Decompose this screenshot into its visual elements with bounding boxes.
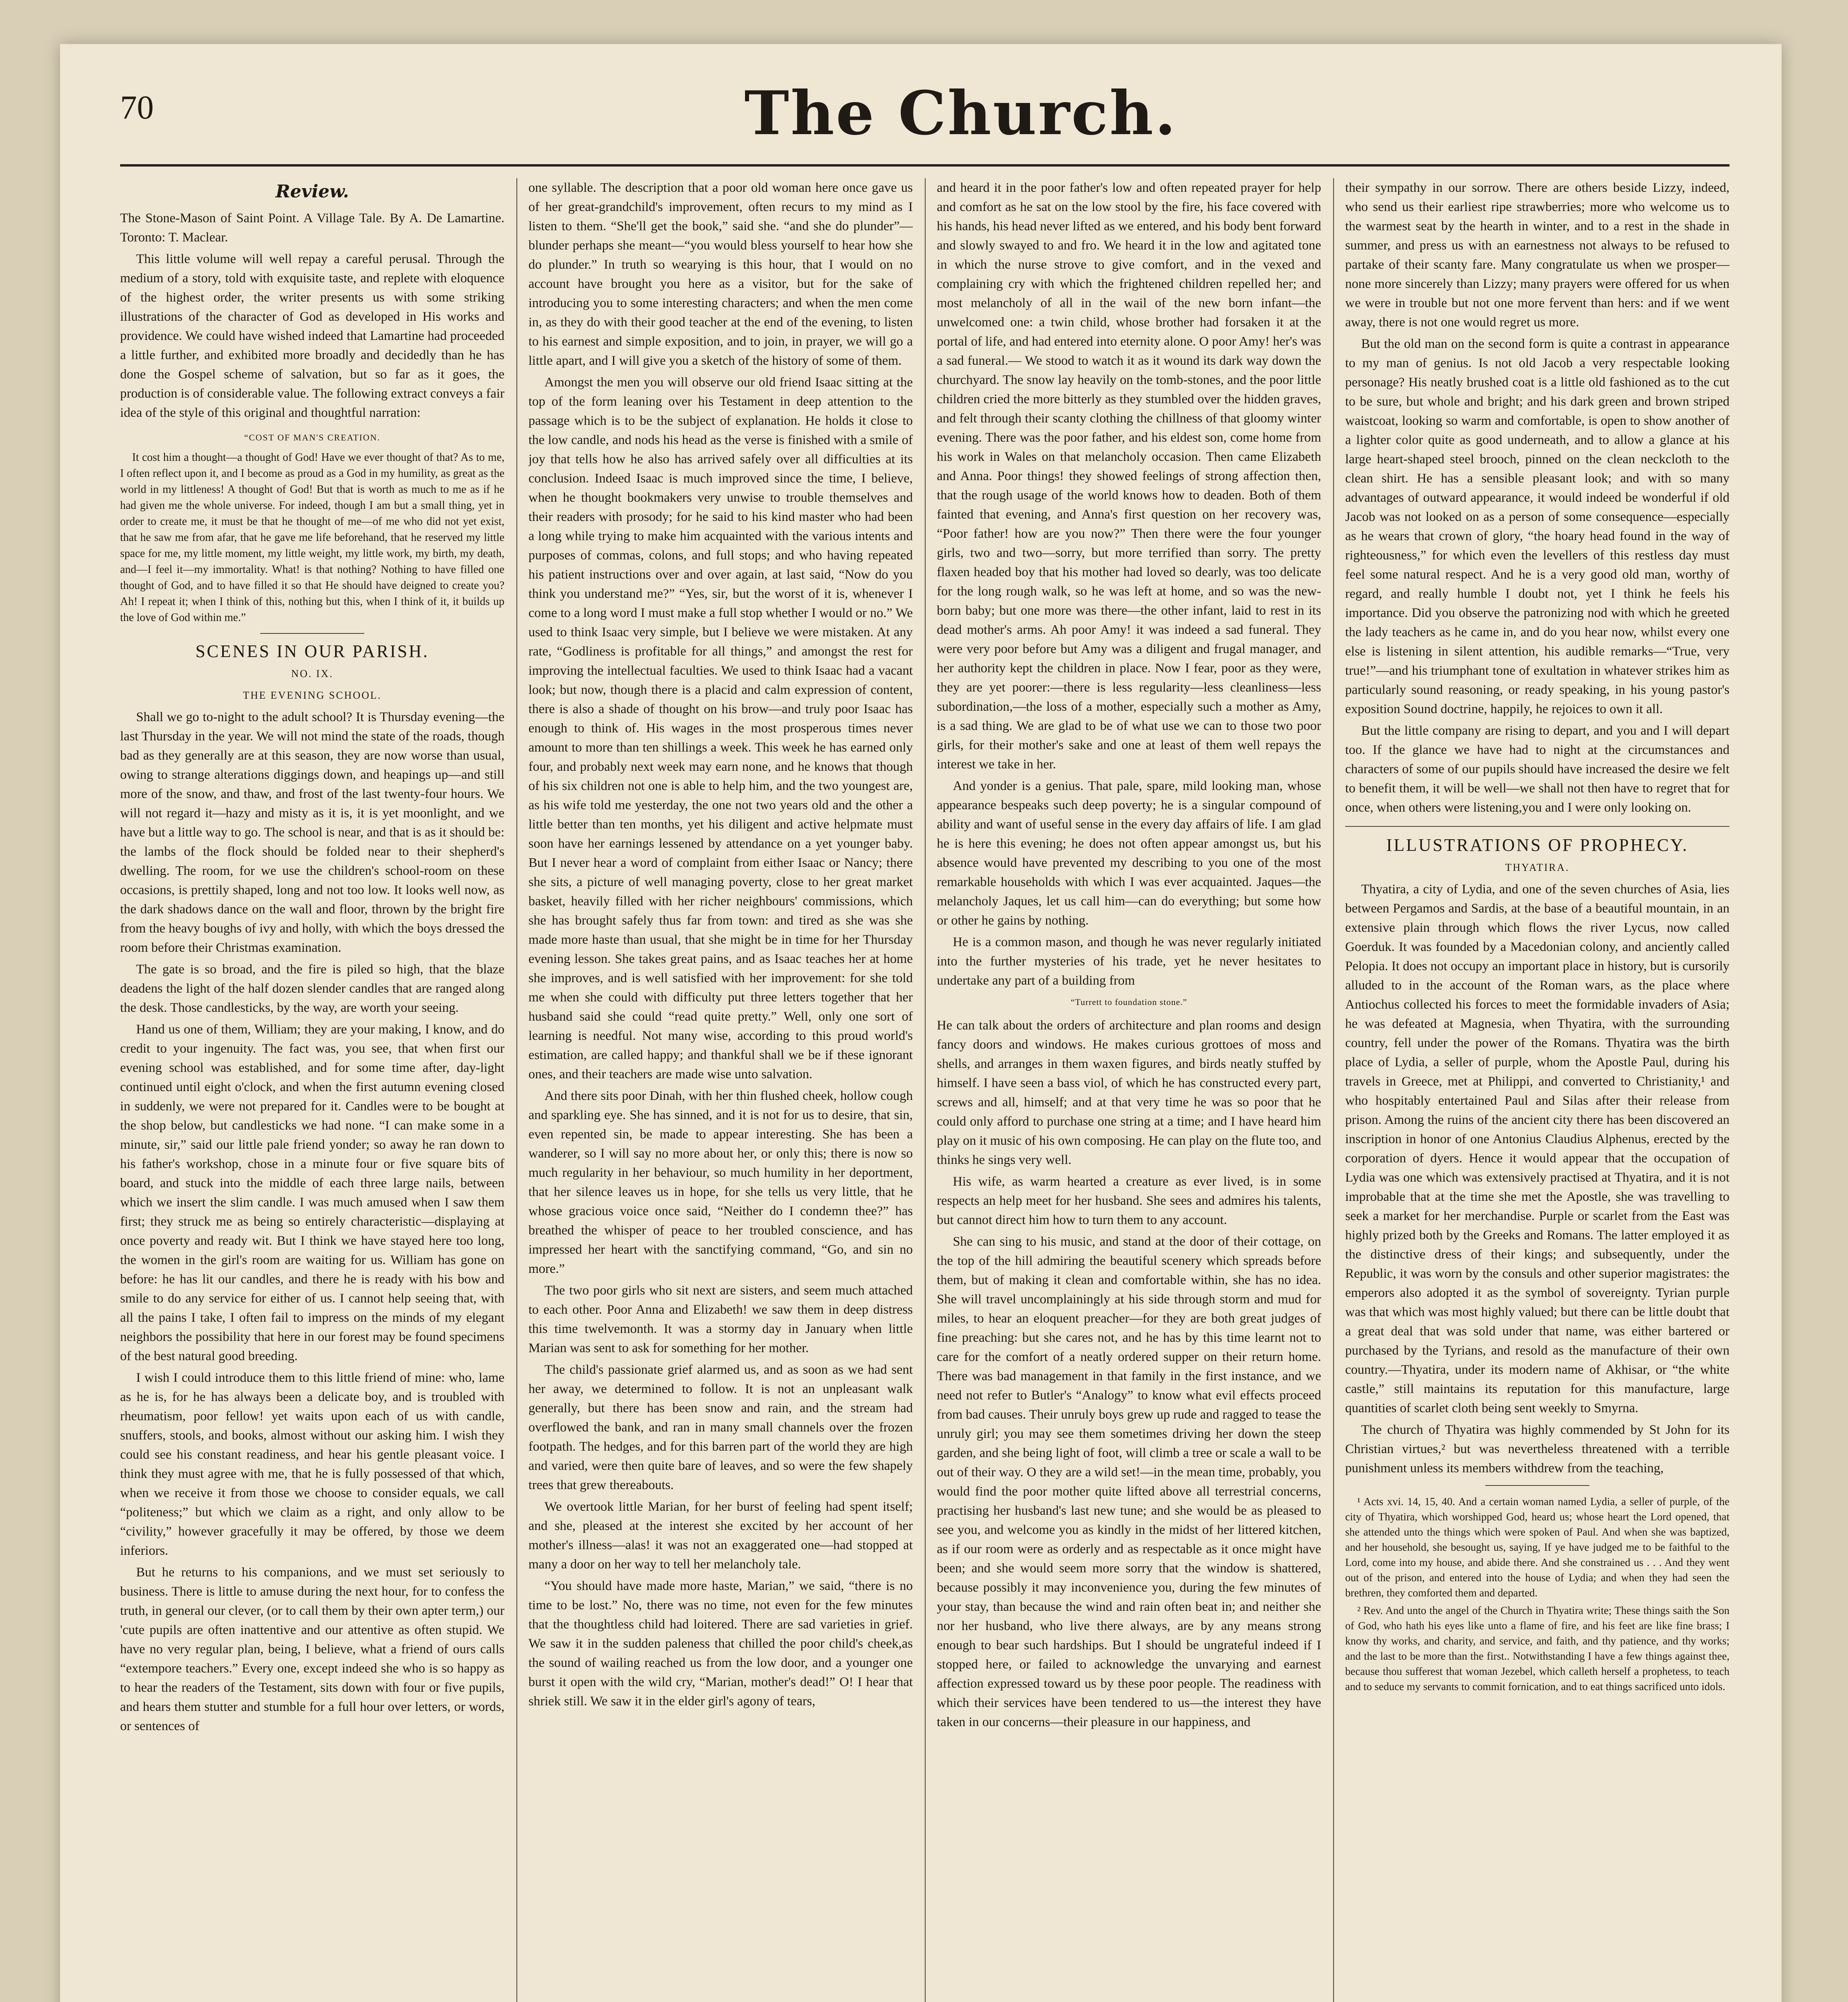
scenes-paragraph: He is a common mason, and though he was never regularly initiated into the further mysteries of his trade, yet he never hesitates to undertake any part of a building from	[937, 935, 1321, 988]
scenes-paragraph: But he returns to his companions, and we must set seriously to business. There is little to amuse during the next hour, for to confess the truth, in general our clever, (or to call them by their own apter term,) our 'cute pupils are often inattentive and our attentive as often stupid. We have no very regular plan, being, I believe, what a friend of ours calls “extempore teachers.” Every one, except indeed she who is so happy as to hear the readers of the Testament, sits down with four or five pupils, and hears them stutter and stumble for a full hour over letters, or words, or sentences of	[120, 1565, 504, 1733]
page-number: 70	[120, 89, 154, 126]
scenes-paragraph: But the little company are rising to depart, and you and I will depart too. If the glance we have had to night at the circumstances and characters of some of our pupils should have increased the desire we felt to benefit them, it will be well—we shall not then have to regret that for once, when others were listening,you and I were only looking on.	[1345, 724, 1729, 815]
scenes-heading: SCENES IN OUR PARISH.	[195, 641, 429, 661]
scenes-paragraph: And yonder is a genius. That pale, spare, mild looking man, whose appearance bespeaks such deep poverty; he is a singular compound of ability and want of useful sense in the every day affairs of life. I am glad he is here this evening; he does not often appear amongst us, but his absence would have prevented my describing to you one of the most remarkable households with which I was ever acquainted. Jaques—the melancholy Jaques, let us call him—can do everything; but some how or other he gains by nothing.	[937, 779, 1321, 928]
turrett-quote: “Turrett to foundation stone.”	[1071, 997, 1187, 1007]
scenes-paragraph: The gate is so broad, and the fire is piled so high, that the blaze deadens the light of the half dozen slender candles that are ranged along the desk. Those candlesticks, by the way, are worth your seeing.	[120, 962, 504, 1015]
review-book-title: The Stone-Mason of Saint Point. A Village Tale. By A. De Lamartine. Toronto: T. Maclear.	[120, 211, 504, 245]
scenes-paragraph: I wish I could introduce them to this little friend of mine: who, lame as he is, for he has always been a delicate boy, and is troubled with rheumatism, poor fellow! yet waits upon each of us with candle, snuffers, stools, and books, almost without our asking him. I wish they could see his constant readiness, and hear his gentle pleasant voice. I think they must agree with me, that he is fully possessed of that which, when we receive it from those we choose to consider equals, we call “politeness;” but which we claim as a right, and only allow to be “civility,” however gracefully it may be offered, by those we deem inferiors.	[120, 1371, 504, 1558]
section-rule	[260, 633, 364, 634]
prophecy-subtitle: THYATIRA.	[1505, 862, 1570, 873]
footnotes	[1345, 1494, 1729, 1694]
scenes-paragraph: His wife, as warm hearted a creature as ever lived, is in some respects an help meet for her husband. She sees and admires his talents, but cannot direct him how to turn them to any account.	[937, 1174, 1321, 1227]
scenes-paragraph: We overtook little Marian, for her burst of feeling had spent itself; and she, pleased at the interest she excited by her account of her mother's illness—alas! it was not an exaggerated one—had stopped at many a door on her way to tell her melancholy tale.	[528, 1499, 913, 1572]
masthead-title: The Church.	[744, 78, 1177, 149]
prophecy-heading: ILLUSTRATIONS OF PROPHECY.	[1386, 835, 1689, 855]
scenes-paragraph: She can sing to his music, and stand at the door of their cottage, on the top of the hill admiring the beautiful scenery which spreads before them, but of making it clean and comfortable within, she has no idea. She will travel uncomplainingly at his side through storm and mud for miles, to hear an eloquent preacher—for they are both great judges of fine preaching: but she cares not, and he has by this time learnt not to care for the comfort of a neatly ordered supper on their return home. There was bad management in that family in the first instance, and we need not refer to Butler's “Analogy” to know what evil effects proceed from bad causes. Their unruly boys grew up rude and ragged to tease the unruly girl; you may see them sometimes driving her down the steep garden, and she being light of foot, will climb a tree or scale a wall to be out of their way. O they are a wild set!—in the mean time, probably, you would find the poor mother quite lifted above all terrestrial concerns, practising her husband's last new tune; and she would be as pleased to see you, and welcome you as kindly in the midst of her littered kitchen, as if our room were as orderly and as respectable as it once might have been; and she would seem more sorry that the window is shattered, because possibly it may inconvenience you, during the few minutes of your stay, than because the wind and rain often beat in; and neither she nor her husband, who live there always, are by any means strong enough to bear such hardships. But I should be ungrateful indeed if I stopped here, or failed to acknowledge the unvarying and earnest affection expressed toward us by these poor people. The readiness with which their services have been tendered to us—the interest they have taken in our concerns—their pleasure in our happiness, and	[937, 1234, 1321, 1729]
prophecy-paragraph: The church of Thyatira was highly commended by St John for its Christian virtues,² but was nevertheless threatened with a terrible punishment unless its members withdrew from the teaching,	[1345, 1423, 1729, 1475]
column-3	[937, 178, 1321, 2002]
scenes-paragraph: one syllable. The description that a poor old woman here once gave us of her great-grandchild's improvement, often recurs to my mind as I listen to them. “She'll get the book,” said she. “and she do plunder”—blunder perhaps she meant—“you would bless yourself to hear how she do plunder.” In truth so wearying is this hour, that I would on no account have brought you here as a visitor, but for the sake of introducing you to some interesting characters; and when the men come in, as they do with their good teacher at the end of the evening, to listen to his earnest and simple exposition, and to join, in prayer, we will go a little apart, and I will give you a sketch of the history of some of them.	[528, 181, 913, 368]
scenes-paragraph: He can talk about the orders of architecture and plan rooms and design fancy doors and windows. He makes curious grottoes of moss and shells, and arranges in them waxen figures, and birds neatly stuffed by himself. I have seen a bass viol, of which he has constructed every part, screws and all, himself; and at that very time he was so poor that he could only afford to purchase one string at a time; and I have heard him play on it music of his own composing. He can play on the flute too, and thinks he sings very well.	[937, 1018, 1321, 1167]
review-paragraph: This little volume will well repay a careful perusal. Through the medium of a story, told with exquisite taste, and replete with eloquence of the highest order, the writer presents us with some striking illustrations of the character of God as developed in His works and providence. We could have wished indeed that Lamartine had proceeded a little further, and exhibited more broadly and decidedly than he has done the Gospel scheme of salvation, but so far as it goes, the production is of considerable value. The following extract conveys a fair idea of the style of this original and thoughtful narration:	[120, 252, 504, 420]
scenes-paragraph: Amongst the men you will observe our old friend Isaac sitting at the top of the form leaning over his Testament in deep attention to the passage which is to be the subject of explanation. He holds it close to the low candle, and nods his head as the verse is finished with a smile of joy that tells how he also has arrived safely over all difficulties at its conclusion. Indeed Isaac is much improved since the time, I believe, when he thought bookmakers very unwise to trouble themselves and their readers with prosody; for he said to his kind master who had been a long while trying to make him acquainted with the various intents and purposes of commas, colons, and full stops; and who having repeated his patient instructions over and over again, at last said, “Now do you think you understand me?” “Yes, sir, but the worst of it is, whenever I come to a long word I must make a full stop whether I would or no.” We used to think Isaac very simple, but I believe we were mistaken. At any rate, “Godliness is profitable for all things,” and amongst the rest for improving the intellectual faculties. We used to think Isaac had a vacant look; but now, though there is a placid and calm expression of content, there is also a shade of thought on his brow—and truly poor Isaac has enough to think of. His wages in the most prosperous times never amount to more than ten shillings a week. This week he has earned only four, and probably next week may earn none, and he knows that though of his six children not one is able to help him, and the two youngest are, as his wife told me yesterday, the one not two years old and the other a little better than ten months, yet his diligent and active helpmate must soon have her earnings lessened by attendance on a yet younger baby. But I never hear a word of complaint from either Isaac or Nancy; there she sits, a picture of well managing poverty, close to her great market basket, heavily filled with her richer neighbours' commissions, which she has brought safely thus far from town: and tired as she was she made more haste than usual, that she might be in time for her Thursday evening lesson. She takes great pains, and as Isaac teaches her at home she improves, and is well satisfied with her improvement: for she told me when she could with difficulty put three letters together that her husband said she could “read quite pretty.” Well, only one sort of learning is needful. Not many wise, according to this proud world's estimation, are called happy; and thankful shall we be if these ignorant ones, and their teachers are made wise unto salvation.	[528, 375, 913, 1081]
column-divider	[516, 178, 517, 2002]
scenes-paragraph: And there sits poor Dinah, with her thin flushed cheek, hollow cough and sparkling eye. She has sinned, and it is not for us to desire, that sin, even repented sin, be made to appear interesting. She has been a wanderer, so I will say no more about her, or only this; there is now so much regularity in her behaviour, so much humility in her deportment, that her silence leaves us in hope, for she tells us very little, that he whose gracious voice once said, “Neither do I condemn thee?” has breathed the whisper of peace to her troubled conscience, and has impressed her heart with the sanctifying command, “Go, and sin no more.”	[528, 1089, 913, 1276]
scenes-paragraph: The child's passionate grief alarmed us, and as soon as we had sent her away, we determined to follow. It is not an unpleasant walk generally, but there has been snow and rain, and the stream had overflowed the bank, and ran in many small channels over the frozen footpath. The hedges, and for this barren part of the world they are high and varied, were then quite bare of leaves, and so were the few shapely trees that grew thereabouts.	[528, 1363, 913, 1492]
quote-text: It cost him a thought—a thought of God! Have we ever thought of that? As to me, I often reflect upon it, and I become as proud as a God in my humility, as great as the world in my littleness! A thought of God! But that is worth as much to me as if he had given me the whole universe. For indeed, though I am but a small thing, yet in order to create me, it must be that he thought of me—of me who did not yet exist, that he saw me from afar, that he gave me life beforehand, that he reserved my little space for me, my little moment, my little weight, my little work, my birth, my death, and—I feel it—my immortality. What! is that nothing? Nothing to have filled one thought of God, and to have filled it so that He should have deigned to create you? Ah! I repeat it; when I think of this, nothing but this, when I think of it, it builds up the love of God within me.”	[120, 451, 504, 624]
prophecy-paragraph: Thyatira, a city of Lydia, and one of the seven churches of Asia, lies between Pergamos and Sardis, at the base of a beautiful mountain, in an extensive plain through which flows the river Lycus, now called Goerduk. It was founded by a Macedonian colony, and anciently called Pelopia. It does not occupy an important place in history, but is cursorily alluded to in the account of the Roman wars, as the place where Antiochus collected his forces to meet the formidable invaders of Asia; he was defeated at Magnesia, when Thyatira, with the surrounding country, fell under the power of the Romans. Thyatira was the birth place of Lydia, a seller of purple, whom the Apostle Paul, during his travels in Greece, met at Philippi, and converted to Christianity,¹ and who hospitably entertained Paul and Silas after their release from prison. Among the ruins of the ancient city there has been discovered an inscription in honor of one Antonius Claudius Alphenus, erected by the corporation of dyers. Hence it would appear that the occupation of Lydia was one which was extensively practised at Thyatira, and it is not improbable that at the time she met the Apostle, she was travelling to seek a market for her merchandise. Purple or scarlet from the East was highly prized both by the Greeks and Romans. The latter employed it as the distinctive dress of their kings; and subsequently, under the Republic, it was worn by the consuls and other superior magistrates: the emperors also adopted it as the symbol of sovereignty. Tyrian purple was that which was most highly valued; but there can be little doubt that a great deal that was sold under that name, was either bartered or purchased by the Tyrians, and resold as the manufacture of their own country.—Thyatira, under its modern name of Akhisar, or “the white castle,” still maintains its reputation for this manufacture, large quantities of scarlet cloth being sent weekly to Smyrna.	[1345, 882, 1729, 1415]
newspaper-page	[60, 44, 1782, 2002]
column-1	[120, 178, 504, 2002]
review-heading: Review.	[275, 181, 349, 202]
scenes-paragraph: But the old man on the second form is quite a contrast in appearance to my man of genius. Is not old Jacob a very respectable looking personage? His neatly brushed coat is a little old fashioned as to the cut to be sure, but whole and bright; and his dark green and brown striped waistcoat, looking so warm and comfortable, is open to show another of a lighter color quite as good underneath, and to allow a glance at his large heart-shaped steel brooch, pinned on the clean neckcloth to the clean shirt. He has a sensible pleasant look; and with so many advantages of outward appearance, it would indeed be wonderful if old Jacob was not looked on as a person of some consequence—especially as he wears that crown of glory, “the hoary head found in the way of righteousness,” for which even the levellers of this restless day must feel some natural respect. And he is a very good old man, worthy of regard, and really humble I doubt not, yet I think he feels his importance. Did you observe the patronizing nod with which he greeted the lady teachers as he came in, and do you hear now, whilst every one else is listening in silent attention, his audible remarks—“True, very true!”—and his triumphant tone of exultation in whatever strikes him as particularly sound reasoning, or ready speaking, in his young pastor's exposition Sound doctrine, happily, he rejoices to own it all.	[1345, 337, 1729, 716]
scenes-number: NO. IX.	[291, 668, 333, 679]
quote-title: “COST OF MAN'S CREATION.	[244, 432, 381, 442]
scenes-paragraph: Shall we go to-night to the adult school? It is Thursday evening—the last Thursday in the year. We will not mind the state of the roads, though bad as they generally are at this season, they are now worse than usual, owing to strange alterations diggings down, and heapings up—and still more of the snow, and thaw, and frost of the last twenty-four hours. We will not regard it—hazy and misty as it is, it is yet moonlight, and we have but a little way to go. The school is near, and that is as it should be: the lambs of the flock should be folded near to their shepherd's dwelling. The room, for we use the children's school-room on these occasions, is prettily shaped, long and not too low. It looks well now, as the dark shadows dance on the wall and floor, thrown by the bright fire from the heavy boughs of ivy and holly, with which the boys dressed the room before their Christmas examination.	[120, 710, 504, 955]
column-divider	[925, 178, 926, 2002]
scenes-paragraph: “You should have made more haste, Marian,” we said, “there is no time to be lost.” No, there was no time, not even for the few minutes that the thoughtless child had loitered. There are sad varieties in grief. We saw it in the sudden paleness that chilled the poor child's cheek,as the sound of wailing reached us from the low door, and a younger one burst it open with the wild cry, “Marian, mother's dead!” O! I hear that shriek still. We saw it in the elder girl's agony of tears,	[528, 1579, 913, 1709]
review-quote	[120, 450, 504, 626]
scenes-subtitle: THE EVENING SCHOOL.	[243, 689, 382, 701]
column-divider	[1333, 178, 1334, 2002]
scenes-paragraph: and heard it in the poor father's low and often repeated prayer for help and comfort as he sat on the low stool by the fire, his face covered with his hands, his head never lifted as we entered, and his body bent forward and slowly swayed to and fro. We heard it in the low and agitated tone in which the nurse strove to give comfort, and in the vexed and complaining cry with which the frightened children repelled her; and most melancholy of all in the wail of the new born infant—the unwelcomed one: a twin child, whose brother had forsaken it at the portal of life, and had entered into eternity alone. O poor Amy! her's was a sad funeral.— We stood to watch it as it wound its dark way down the churchyard. The snow lay heavily on the tomb-stones, and the poor little children cried the more bitterly as they stumbled over the hidden graves, and felt through their scanty clothing the chillness of that gloomy winter evening. There was the poor father, and his eldest son, come home from his work in Wales on that melancholy occasion. Then came Elizabeth and Anna. Poor things! they showed feelings of strong affection then, that the rough usage of the world knows how to deaden. Both of them fainted that evening, and Anna's first question on her recovery was, “Poor father! how are you now?” Then there were the four younger girls, two and two—sorry, but more terrified than sorry. The pretty flaxen headed boy that his mother had loved so dearly, was too delicate for the long rough walk, so he was left at home, and so was the new-born baby; but one more was there—the other infant, laid to rest in its dead mother's arms. Ah poor Amy! it was indeed a sad funeral. They were very poor before but Amy was a diligent and frugal manager, and her authority kept the children in place. Now I fear, poor as they were, they are yet poorer:—there is less regularity—less cleanliness—less subordination,—the loss of a mother, especially such a mother as Amy, is a sad thing. We are glad to be of what use we can to those two poor girls, for their mother's sake and one at least of them well repays the interest we take in her.	[937, 181, 1321, 772]
footnote-rule	[1485, 1485, 1589, 1486]
section-rule	[1345, 826, 1729, 827]
header-rule	[120, 164, 1729, 167]
footnote: ¹ Acts xvi. 14, 15, 40. And a certain woman named Lydia, a seller of purple, of the city of Thyatira, which worshipped God, heard us; whose heart the Lord opened, that she attended unto the things which were spoken of Paul. And when she was baptized, and her household, she besought us, saying, If ye have judged me to be faithful to the Lord, come into my house, and abide there. And she constrained us . . . And they went out of the prison, and entered into the house of Lydia; and when they had seen the brethren, they comforted them and departed.	[1345, 1495, 1729, 1599]
scenes-paragraph: Hand us one of them, William; they are your making, I know, and do credit to your ingenuity. The fact was, you see, that when first our evening school was established, and for some time after, day-light continued until eight o'clock, and when the first autumn evening closed in suddenly, we were not prepared for it. Candles were to be bought at the shop below, but candlesticks we had none. “I can make some in a minute, sir,” said our little pale friend yonder; so away he ran down to his father's workshop, chose in a minute four or five square bits of board, and stuck into the middle of each three large nails, between which we insert the slim candle. I was much amused when I saw them first; they struck me as being so entirely characteristic—displaying at once poverty and ready wit. But I think we have stayed here too long, the women in the girl's room are waiting for us. William has gone on before: he has lit our candles, and there he is ready with his bow and smile to do any service for either of us. I cannot help seeing that, with all the pains I take, I often fail to impress on the minds of my elegant neighbors the possibility that here in our forest may be found specimens of the best natural good breeding.	[120, 1022, 504, 1363]
column-2	[528, 178, 913, 2002]
footnote: ² Rev. And unto the angel of the Church in Thyatira write; These things saith the Son of God, who hath his eyes like unto a flame of fire, and his feet are like fine brass; I know thy works, and charity, and service, and faith, and thy patience, and thy works; and the last to be more than the first.. Notwithstanding I have a few things against thee, because thou sufferest that woman Jezebel, which calleth herself a prophetess, to teach and to seduce my servants to commit fornication, and to eat things sacrificed unto idols.	[1345, 1604, 1729, 1692]
scenes-paragraph: their sympathy in our sorrow. There are others beside Lizzy, indeed, who send us their earliest ripe strawberries; more who welcome us to the warmest seat by the hearth in winter, and to a rest in the shade in summer, and press us with an earnestness not always to be refused to partake of their scanty fare. Many congratulate us when we prosper—none more sincerely than Lizzy; many prayers were offered for us when we were in trouble but not one more fervent than hers: and if we went away, there is not one would regret us more.	[1345, 181, 1729, 330]
scenes-paragraph: The two poor girls who sit next are sisters, and seem much attached to each other. Poor Anna and Elizabeth! we saw them in deep distress this time twelvemonth. It was a stormy day in January when little Marian was sent to ask for something for her mother.	[528, 1283, 913, 1355]
column-4	[1345, 178, 1729, 2002]
